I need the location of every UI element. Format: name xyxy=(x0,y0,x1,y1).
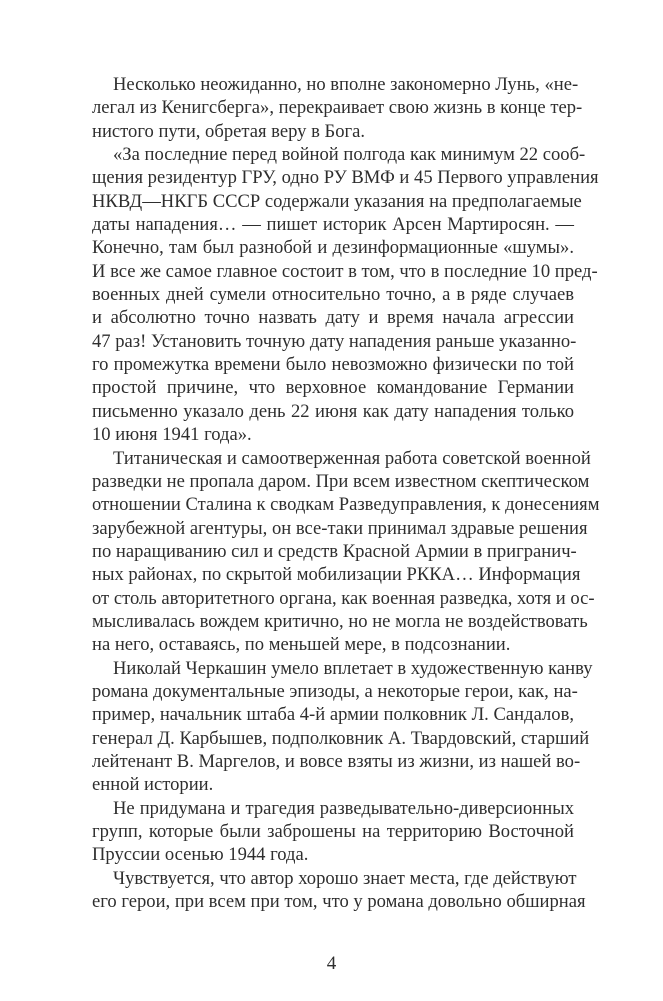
text-line: Несколько неожиданно, но вполне закономерно Лунь, «не- xyxy=(113,74,579,95)
text-line: генерал Д. Карбышев, подполковник А. Твардовский, старший xyxy=(92,727,590,749)
text-line: Не придумана и трагедия разведывательно-диверсионных xyxy=(113,797,574,819)
text-line: письменно указало день 22 июня как дату нападения только xyxy=(92,400,574,422)
text-line: мысливалась вождем критично, но не могла не воздействовать xyxy=(92,610,588,632)
text-line: Чувствуется, что автор хорошо знает места, где действуют xyxy=(113,867,577,889)
text-line: Титаническая и самоотверженная работа советской военной xyxy=(113,447,591,469)
text-line: 10 июня 1941 года». xyxy=(92,424,252,446)
text-line: на него, оставаясь, по меньшей мере, в подсознании. xyxy=(92,634,511,656)
text-line: романа документальные эпизоды, а некоторые герои, как, на- xyxy=(92,680,578,702)
paragraph xyxy=(92,657,593,797)
paragraph xyxy=(92,797,574,867)
text-line: 47 раз! Установить точную дату нападения раньше указанно- xyxy=(92,330,577,352)
paragraph xyxy=(92,143,599,446)
text-line: и абсолютно точно назвать дату и время начала агрессии xyxy=(92,307,574,329)
paragraph xyxy=(92,73,583,143)
text-line: енной истории. xyxy=(92,774,214,796)
text-line: Николай Черкашин умело вплетает в художественную канву xyxy=(113,657,593,679)
text-line: даты нападения… — пишет историк Арсен Мартиросян. — xyxy=(92,214,574,236)
text-line: отношении Сталина к сводкам Разведуправления, к донесениям xyxy=(92,494,600,516)
text-line: «За последние перед войной полгода как минимум 22 сооб- xyxy=(113,144,586,166)
text-line: нистого пути, обретая веру в Бога. xyxy=(92,120,366,142)
text-line: го промежутка времени было невозможно физически по той xyxy=(92,354,574,376)
text-line: зарубежной агентуры, он все-таки принимал здравые решения xyxy=(92,517,588,539)
text-line: Пруссии осенью 1944 года. xyxy=(92,844,309,866)
text-line: ных районах, по скрытой мобилизации РККА… Информация xyxy=(92,564,581,586)
text-line: лейтенант В. Маргелов, и вовсе взяты из жизни, из нашей во- xyxy=(92,750,581,772)
text-line: от столь авторитетного органа, как военная разведка, хотя и ос- xyxy=(92,587,595,609)
text-line: групп, которые были заброшены на территорию Восточной xyxy=(92,821,574,842)
page-number: 4 xyxy=(326,953,337,974)
text-line: его герои, при всем при том, что у романа довольно обширная xyxy=(92,891,586,913)
text-line: легал из Кенигсберга», перекраивает свою жизнь в конце тер- xyxy=(92,97,583,119)
text-line: военных дней сумели относительно точно, а в ряде случаев xyxy=(92,284,574,306)
paragraph xyxy=(92,447,600,657)
text-line: щения резидентур ГРУ, одно РУ ВМФ и 45 Первого управления xyxy=(92,167,599,189)
text-line: пример, начальник штаба 4-й армии полковник Л. Сандалов, xyxy=(92,704,574,726)
page-body xyxy=(92,73,600,913)
text-line: Конечно, там был разнобой и дезинформационные «шумы». xyxy=(92,237,574,259)
text-line: по наращиванию сил и средств Красной Армии в пригранич- xyxy=(92,540,577,562)
text-line: разведки не пропала даром. При всем известном скептическом xyxy=(92,470,590,492)
text-line: простой причине, что верховное командование Германии xyxy=(92,377,574,399)
text-line: И все же самое главное состоит в том, что в последние 10 пред- xyxy=(92,260,598,282)
text-line: НКВД—НКГБ СССР содержали указания на предполагаемые xyxy=(92,190,582,212)
paragraph xyxy=(92,867,586,914)
